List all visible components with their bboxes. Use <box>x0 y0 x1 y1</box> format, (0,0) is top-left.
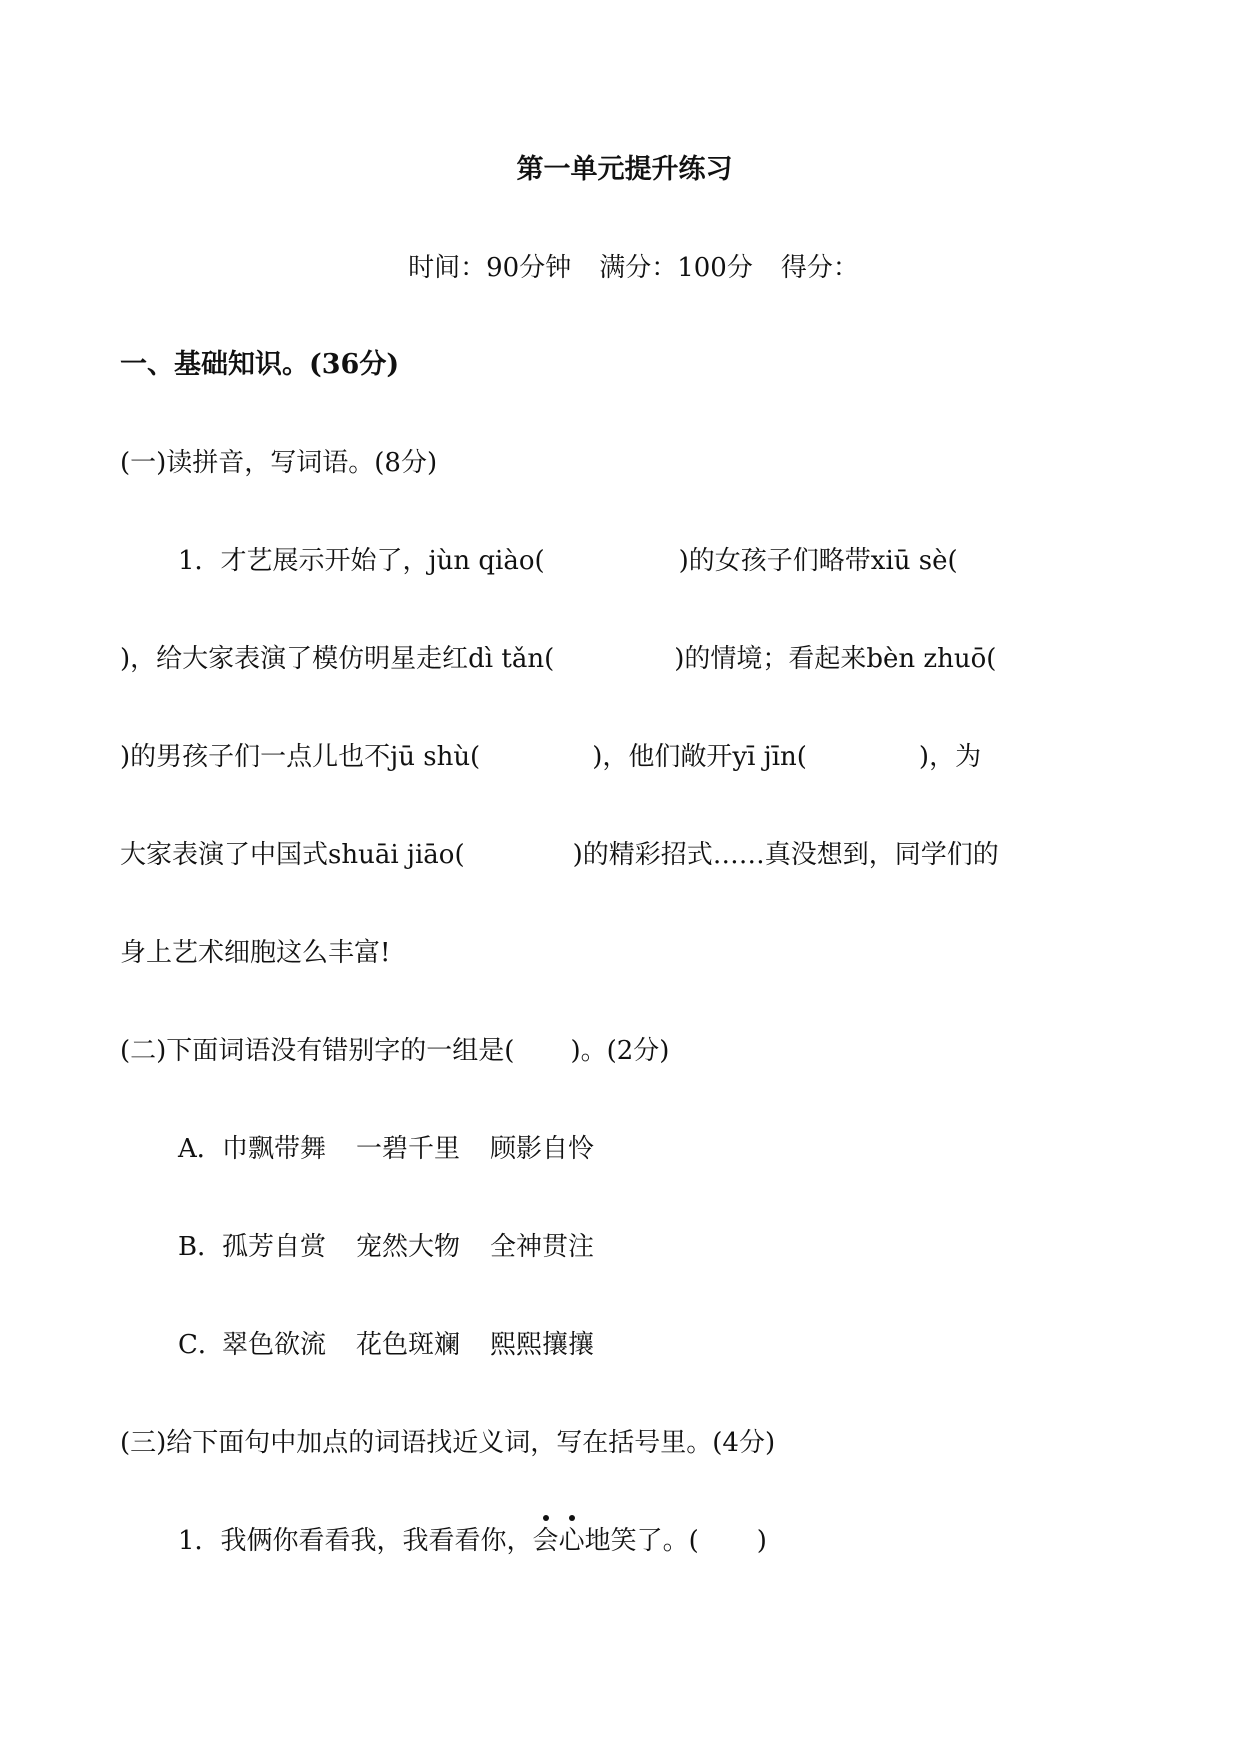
q1-line-1 <box>178 545 1241 577</box>
emphasis-dot <box>543 1515 549 1521</box>
option-c[interactable] <box>178 1329 1241 1361</box>
q-text: ) <box>756 1526 767 1556</box>
q1-text: )，他们敞开 <box>592 742 733 772</box>
pinyin: yī jīn( <box>732 742 807 772</box>
part2-heading-text: (二)下面词语没有错别字的一组是( <box>120 1036 515 1066</box>
q1-line-4 <box>120 839 1241 871</box>
q1-text: 1．才艺展示开始了， <box>178 546 429 576</box>
pinyin: jùn qiào( <box>428 546 545 576</box>
q1-text: )的女孩子们略带 <box>678 546 871 576</box>
section-heading: 一、基础知识。(36分) <box>120 349 400 380</box>
q1-text: )的情境；看起来 <box>674 644 867 674</box>
q1-text: )的精彩招式……真没想到，同学们的 <box>572 840 999 870</box>
q1-text: )的男孩子们一点儿也不 <box>120 742 391 772</box>
full-score: 满分：100分 <box>599 253 753 283</box>
pinyin: xiū sè( <box>870 546 958 576</box>
part3-q1 <box>178 1525 1241 1557</box>
emphasis-dot <box>569 1515 575 1521</box>
option-a[interactable] <box>178 1133 1241 1165</box>
emphasized-char <box>559 1525 585 1557</box>
option-label: A． <box>178 1134 223 1164</box>
q1-line-5: 身上艺术细胞这么丰富! <box>120 938 391 968</box>
part2-heading <box>120 1035 1241 1067</box>
option-word: 宠然大物 <box>356 1232 461 1262</box>
emphasized-char-text: 会 <box>532 1526 559 1556</box>
time-limit: 时间：90分钟 <box>408 253 572 283</box>
pinyin: shuāi jiāo( <box>328 840 465 870</box>
option-word: 翠色欲流 <box>222 1330 327 1360</box>
pinyin: dì tǎn( <box>468 644 555 674</box>
option-label: B． <box>178 1232 224 1262</box>
page-title: 第一单元提升练习 <box>516 154 733 185</box>
q-text: 地笑了。( <box>584 1526 699 1556</box>
part2-heading-score: )。(2分) <box>570 1036 670 1066</box>
emphasized-char-text: 心 <box>558 1526 585 1556</box>
option-word: 全神贯注 <box>490 1232 595 1262</box>
q1-text: 大家表演了中国式 <box>120 840 329 870</box>
option-word: 巾飘带舞 <box>222 1134 327 1164</box>
q1-text: )，给大家表演了模仿明星走红 <box>120 644 469 674</box>
option-word: 花色斑斓 <box>356 1330 461 1360</box>
score-field: 得分： <box>780 253 859 283</box>
q1-text: )，为 <box>918 742 982 772</box>
option-word: 顾影自怜 <box>490 1134 595 1164</box>
pinyin: bèn zhuō( <box>866 644 997 674</box>
option-word: 孤芳自赏 <box>222 1232 327 1262</box>
exam-meta <box>0 252 1241 284</box>
option-word: 熙熙攘攘 <box>490 1330 595 1360</box>
part1-heading: (一)读拼音，写词语。(8分) <box>120 448 438 478</box>
emphasized-char <box>533 1525 559 1557</box>
q1-line-2 <box>120 643 1241 675</box>
option-word: 一碧千里 <box>356 1134 461 1164</box>
pinyin: jū shù( <box>390 742 481 772</box>
part3-heading: (三)给下面句中加点的词语找近义词，写在括号里。(4分) <box>120 1428 776 1458</box>
option-b[interactable] <box>178 1231 1241 1263</box>
q-text: 1．我俩你看看我，我看看你， <box>178 1526 533 1556</box>
option-label: C． <box>178 1330 224 1360</box>
q1-line-3 <box>120 741 1241 773</box>
